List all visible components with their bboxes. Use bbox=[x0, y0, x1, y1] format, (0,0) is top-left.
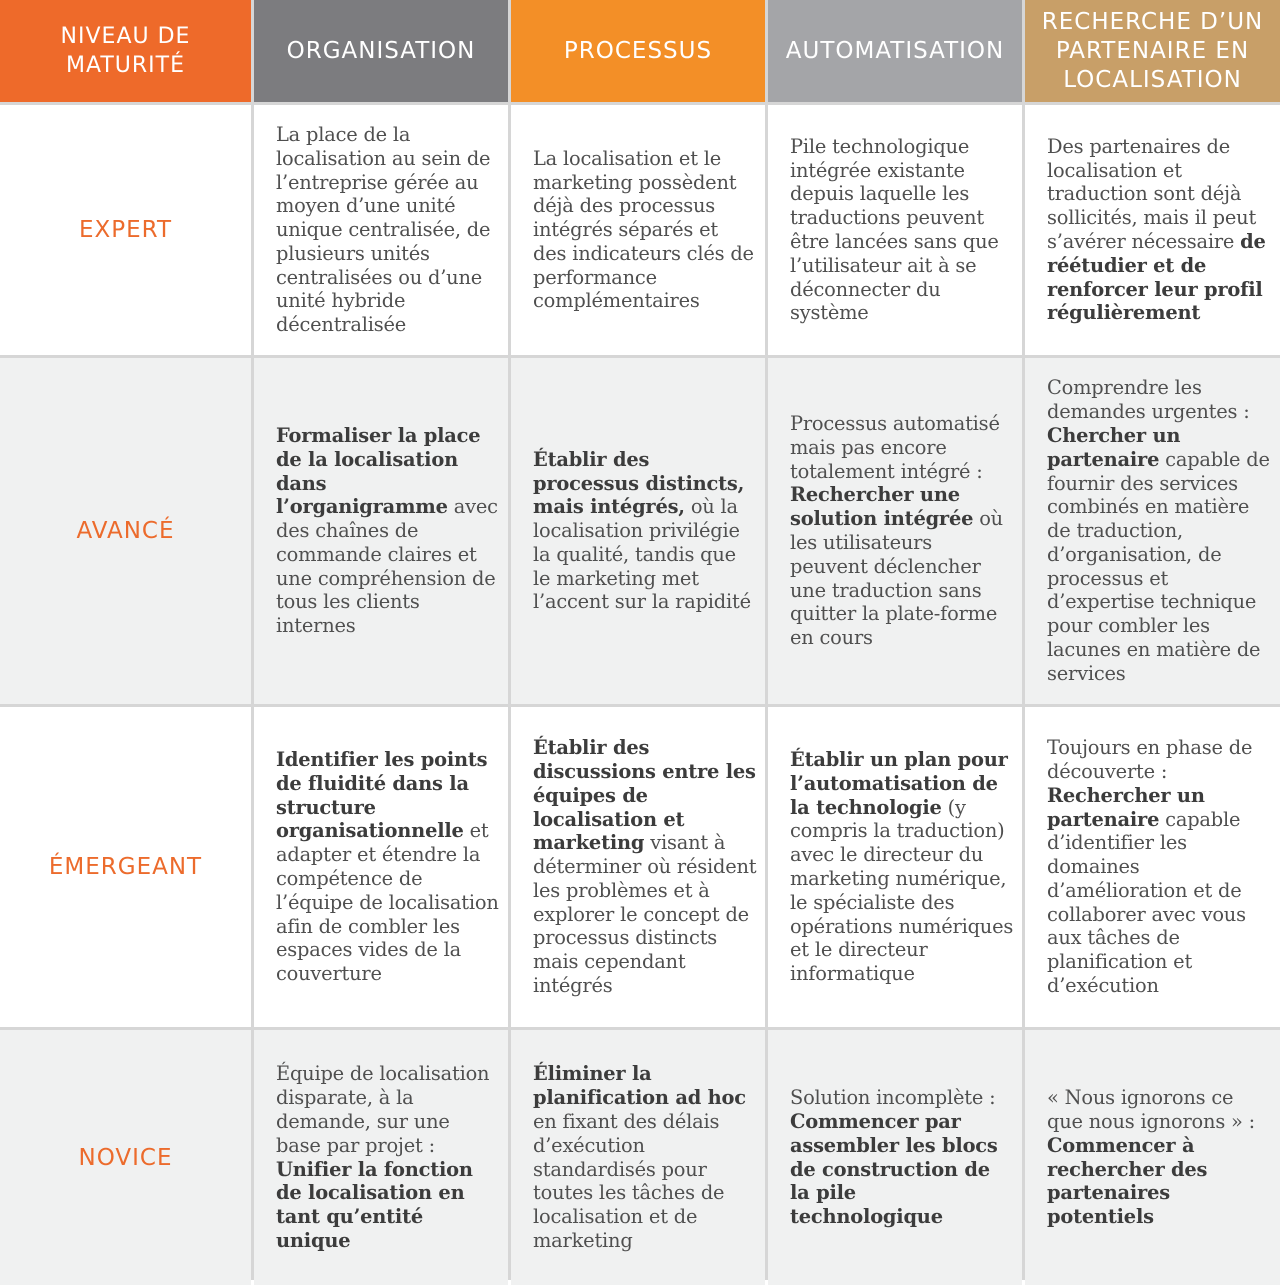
level-label-emergeant: ÉMERGEANT bbox=[0, 707, 251, 1027]
header-processus: PROCESSUS bbox=[511, 0, 765, 102]
header-organisation: ORGANISATION bbox=[254, 0, 508, 102]
cell-expert-processus: La localisation et le marketing possèdent déjà des processus intégrés séparés et des indicateurs clés de performance complémentaires bbox=[511, 105, 765, 355]
cell-novice-partenaire: « Nous ignorons ce que nous ignorons » : Commencer à rechercher des partenaires potentiels bbox=[1025, 1030, 1280, 1285]
header-maturity-level: NIVEAU DE MATURITÉ bbox=[0, 0, 251, 102]
level-label-expert: EXPERT bbox=[0, 105, 251, 355]
cell-novice-automatisation: Solution incomplète : Commencer par assembler les blocs de construction de la pile technologique bbox=[768, 1030, 1022, 1285]
cell-emergeant-automatisation: Établir un plan pour l’automatisation de la technologie (y compris la traduction) avec le directeur du marketing numérique, le spécialiste des opérations numériques et le directeur informatique bbox=[768, 707, 1022, 1027]
cell-emergeant-organisation: Identifier les points de fluidité dans la structure organisationnelle et adapter et étendre la compétence de l’équipe de localisation afin de combler les espaces vides de la couverture bbox=[254, 707, 508, 1027]
cell-novice-organisation: Équipe de localisation disparate, à la demande, sur une base par projet : Unifier la fonction de localisation en tant qu’entité unique bbox=[254, 1030, 508, 1285]
cell-expert-partenaire: Des partenaires de localisation et traduction sont déjà sollicités, mais il peut s’avérer nécessaire de réétudier et de renforcer leur profil régulièrement bbox=[1025, 105, 1280, 355]
cell-expert-automatisation: Pile technologique intégrée existante depuis laquelle les traductions peuvent être lancées sans que l’utilisateur ait à se déconnecter du système bbox=[768, 105, 1022, 355]
header-automatisation: AUTOMATISATION bbox=[768, 0, 1022, 102]
header-partner-search: RECHERCHE D’UN PARTENAIRE EN LOCALISATION bbox=[1025, 0, 1280, 102]
cell-novice-processus: Éliminer la planification ad hoc en fixant des délais d’exécution standardisés pour toutes les tâches de localisation et de marketing bbox=[511, 1030, 765, 1285]
level-label-avance: AVANCÉ bbox=[0, 358, 251, 704]
cell-avance-processus: Établir des processus distincts, mais intégrés, où la localisation privilégie la qualité, tandis que le marketing met l’accent sur la rapidité bbox=[511, 358, 765, 704]
cell-emergeant-processus: Établir des discussions entre les équipes de localisation et marketing visant à déterminer où résident les problèmes et à explorer le concept de processus distincts mais cependant intégrés bbox=[511, 707, 765, 1027]
cell-avance-automatisation: Processus automatisé mais pas encore totalement intégré : Rechercher une solution intégrée où les utilisateurs peuvent déclencher une traduction sans quitter la plate-forme en cours bbox=[768, 358, 1022, 704]
cell-emergeant-partenaire: Toujours en phase de découverte : Rechercher un partenaire capable d’identifier les domaines d’amélioration et de collaborer avec vous aux tâches de planification et d’exécution bbox=[1025, 707, 1280, 1027]
cell-avance-organisation: Formaliser la place de la localisation dans l’organigramme avec des chaînes de commande claires et une compréhension de tous les clients internes bbox=[254, 358, 508, 704]
level-label-novice: NOVICE bbox=[0, 1030, 251, 1285]
cell-avance-partenaire: Comprendre les demandes urgentes : Chercher un partenaire capable de fournir des services combinés en matière de traduction, d’organisation, de processus et d’expertise technique pour combler les lacunes en matière de services bbox=[1025, 358, 1280, 704]
cell-expert-organisation: La place de la localisation au sein de l’entreprise gérée au moyen d’une unité unique centralisée, de plusieurs unités centralisées ou d’une unité hybride décentralisée bbox=[254, 105, 508, 355]
